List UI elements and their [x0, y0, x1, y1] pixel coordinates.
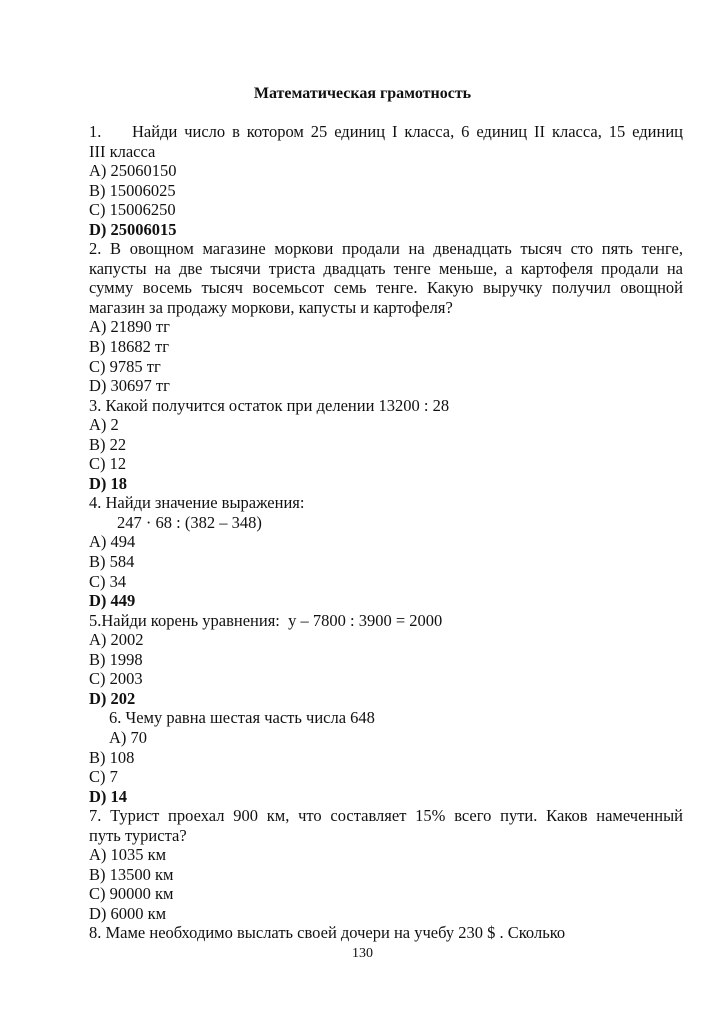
option-d: D) 14	[89, 786, 128, 806]
question-text: 4. Найди значение выражения:	[89, 493, 305, 513]
option-d: D) 25006015	[89, 219, 177, 239]
question-text: 3. Какой получится остаток при делении 13200 : 28	[89, 395, 450, 415]
question-5	[89, 611, 683, 709]
page-title: Математическая грамотность	[253, 85, 472, 102]
option-d: D) 18	[89, 473, 128, 493]
question-text: III класса	[89, 141, 156, 161]
question-text: сумму восемь тысяч восемьсот семь тенге. Какую выручку получил овощной	[89, 278, 683, 298]
option-d: D) 30697 тг	[89, 376, 170, 396]
option-a: A) 494	[89, 532, 136, 552]
option-b: B) 18682 тг	[89, 337, 169, 357]
question-number: 1.	[89, 122, 102, 141]
option-a: A) 1035 км	[89, 845, 167, 865]
option-b: B) 15006025	[89, 180, 176, 200]
option-d: D) 449	[89, 591, 136, 611]
option-b: B) 584	[89, 552, 135, 572]
question-text: магазин за продажу моркови, капусты и картофеля?	[89, 297, 453, 317]
option-b: B) 13500 км	[89, 864, 174, 884]
question-text: 2. В овощном магазине моркови продали на двенадцать тысяч сто пять тенге,	[89, 239, 683, 259]
option-c: C) 34	[89, 571, 127, 591]
option-b: B) 1998	[89, 649, 143, 669]
question-text: путь туриста?	[89, 825, 187, 845]
option-a: A) 21890 тг	[89, 317, 170, 337]
question-text: капусты на две тысячи триста двадцать тенге меньше, а картофеля продали на	[89, 258, 683, 278]
page-number: 130	[352, 946, 373, 961]
option-a: A) 2002	[89, 630, 144, 650]
option-b: B) 22	[89, 434, 127, 454]
expression: 247 · 68 : (382 – 348)	[117, 512, 262, 532]
option-c: C) 90000 км	[89, 884, 174, 904]
question-2	[89, 239, 683, 395]
question-6	[89, 708, 683, 806]
question-text: 6. Чему равна шестая часть числа 648	[109, 708, 375, 728]
equation: у – 7800 : 3900 = 2000	[288, 610, 443, 630]
question-text: Найди число в котором 25 единиц I класса, 6 единиц II класса, 15 единиц	[132, 122, 683, 141]
question-7	[89, 806, 683, 923]
option-a: A) 25060150	[89, 161, 177, 181]
option-a: A) 70	[109, 727, 148, 747]
option-c: C) 2003	[89, 669, 143, 689]
question-list	[89, 122, 683, 943]
option-c: C) 7	[89, 767, 118, 787]
question-text: 7. Турист проехал 900 км, что составляет 15% всего пути. Каков намеченный	[89, 806, 683, 826]
option-d: D) 6000 км	[89, 903, 167, 923]
option-c: C) 9785 тг	[89, 356, 161, 376]
question-3	[89, 396, 683, 494]
question-text: 8. Маме необходимо выслать своей дочери на учебу 230 $ . Сколько	[89, 923, 566, 943]
option-c: C) 15006250	[89, 200, 176, 220]
option-d: D) 202	[89, 688, 136, 708]
option-a: A) 2	[89, 415, 119, 435]
question-text: 5.Найди корень уравнения:	[89, 610, 280, 630]
question-8	[89, 923, 683, 943]
option-b: B) 108	[89, 747, 135, 767]
question-4	[89, 493, 683, 610]
question-1	[89, 122, 683, 239]
option-c: C) 12	[89, 454, 127, 474]
